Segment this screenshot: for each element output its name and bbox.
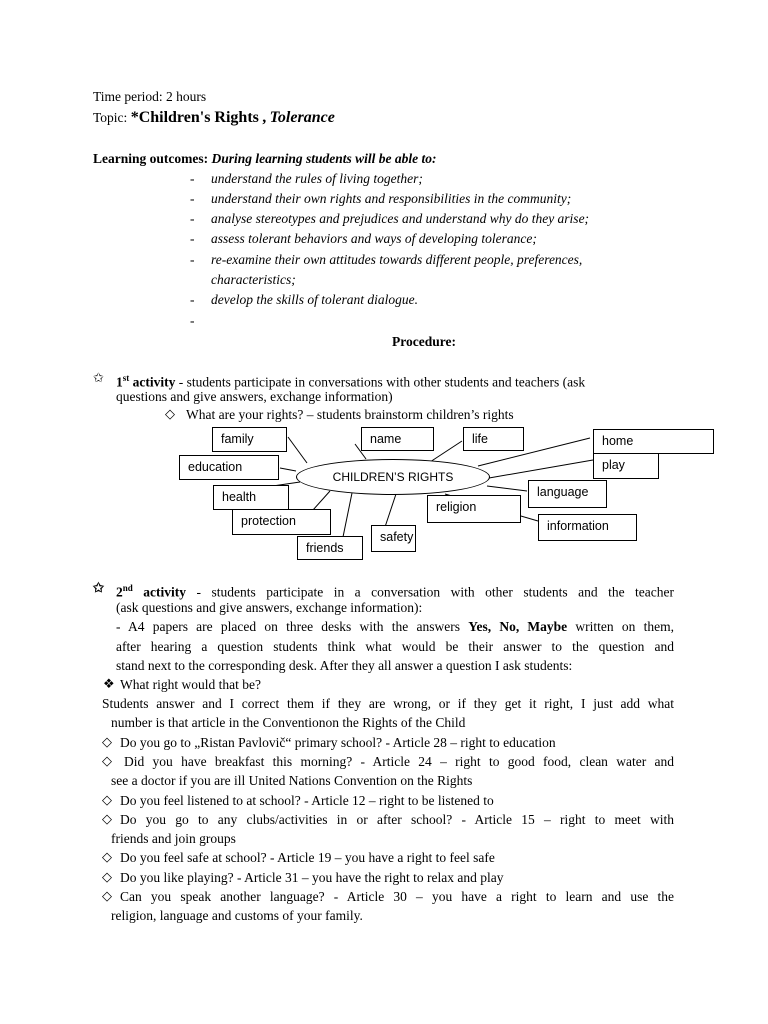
- mindmap-node-religion: religion: [427, 495, 521, 523]
- question-item: Do you go to „Ristan Pavlovič“ primary school? - Article 28 – right to education: [120, 735, 556, 750]
- mindmap-node-information: information: [538, 514, 637, 541]
- question-item: Did you have breakfast this morning? - Article 24 – right to good food, clean water and: [124, 754, 674, 769]
- diamond-icon: ◇: [102, 869, 112, 884]
- question-item-continued: friends and join groups: [111, 831, 236, 846]
- mindmap-center: CHILDREN’S RIGHTS: [296, 459, 490, 495]
- learning-outcomes-label: Learning outcomes:: [93, 151, 209, 166]
- mindmap-node-life: life: [463, 427, 524, 451]
- diamond-icon: ◇: [102, 753, 112, 768]
- question-item: Do you feel safe at school? - Article 19 – you have a right to feel safe: [120, 850, 495, 865]
- time-period: Time period: 2 hours: [93, 89, 207, 104]
- topic-second: Tolerance: [269, 109, 335, 126]
- diamond-icon: ◇: [102, 849, 112, 864]
- star-icon: ✩: [93, 580, 104, 595]
- activity1-question: What are your rights? – students brainstorm children’s rights: [186, 407, 514, 422]
- activity2-line2: (ask questions and give answers, exchange information):: [116, 600, 423, 615]
- procedure-title: Procedure:: [392, 334, 456, 349]
- activity2-para-line1: - A4 papers are placed on three desks with the answers Yes, No, Maybe written on them,: [116, 619, 674, 634]
- answer-line2: number is that article in the Conventionon the Rights of the Child: [111, 715, 466, 730]
- diamond-icon: ◇: [102, 734, 112, 749]
- question-item: Can you speak another language? - Article 30 – you have a right to learn and use the: [120, 889, 674, 904]
- diamond-icon: ◇: [102, 888, 112, 903]
- question-item: Do you feel listened to at school? - Article 12 – right to be listened to: [120, 793, 494, 808]
- diamond-bold-icon: ❖: [103, 676, 115, 691]
- topic-separator: ,: [262, 109, 267, 126]
- mindmap-node-play: play: [593, 453, 659, 479]
- topic-label: Topic:: [93, 110, 128, 125]
- mindmap-node-home: home: [593, 429, 714, 454]
- learning-outcomes-intro: During learning students will be able to:: [211, 151, 437, 166]
- mindmap-node-friends: friends: [297, 536, 363, 560]
- mindmap-node-health: health: [213, 485, 289, 510]
- mindmap-node-family: family: [212, 427, 287, 452]
- diamond-icon: ◇: [165, 406, 175, 421]
- question-item-continued: religion, language and customs of your family.: [111, 908, 363, 923]
- mindmap-node-language: language: [528, 480, 607, 508]
- star-icon: ✩: [93, 370, 104, 385]
- activity1-line1: 1st activity - students participate in conversations with other students and teachers (ask: [116, 373, 586, 390]
- activity2-para-line2: after hearing a question students think what would be their answer to the question and: [116, 639, 674, 654]
- mindmap-node-protection: protection: [232, 509, 331, 535]
- topic-main: *Children's Rights: [130, 109, 259, 126]
- diamond-icon: ◇: [102, 792, 112, 807]
- activity2-para-line3: stand next to the corresponding desk. After they all answer a question I ask students:: [116, 658, 573, 673]
- question-item: Do you go to any clubs/activities in or after school? - Article 15 – right to meet with: [120, 812, 674, 827]
- activity1-line2: questions and give answers, exchange information): [116, 389, 393, 404]
- answer-line1: Students answer and I correct them if they are wrong, or if they get it right, I just add what: [102, 696, 674, 711]
- diamond-icon: ◇: [102, 811, 112, 826]
- mindmap-node-name: name: [361, 427, 434, 451]
- main-question: What right would that be?: [120, 677, 261, 692]
- mindmap-node-education: education: [179, 455, 279, 480]
- question-item-continued: see a doctor if you are ill United Nations Convention on the Rights: [111, 773, 473, 788]
- mindmap-node-safety: safety: [371, 525, 416, 552]
- question-item: Do you like playing? - Article 31 – you have the right to relax and play: [120, 870, 504, 885]
- activity2-line1: 2nd activity - students participate in a conversation with other students and the teacher: [116, 583, 675, 600]
